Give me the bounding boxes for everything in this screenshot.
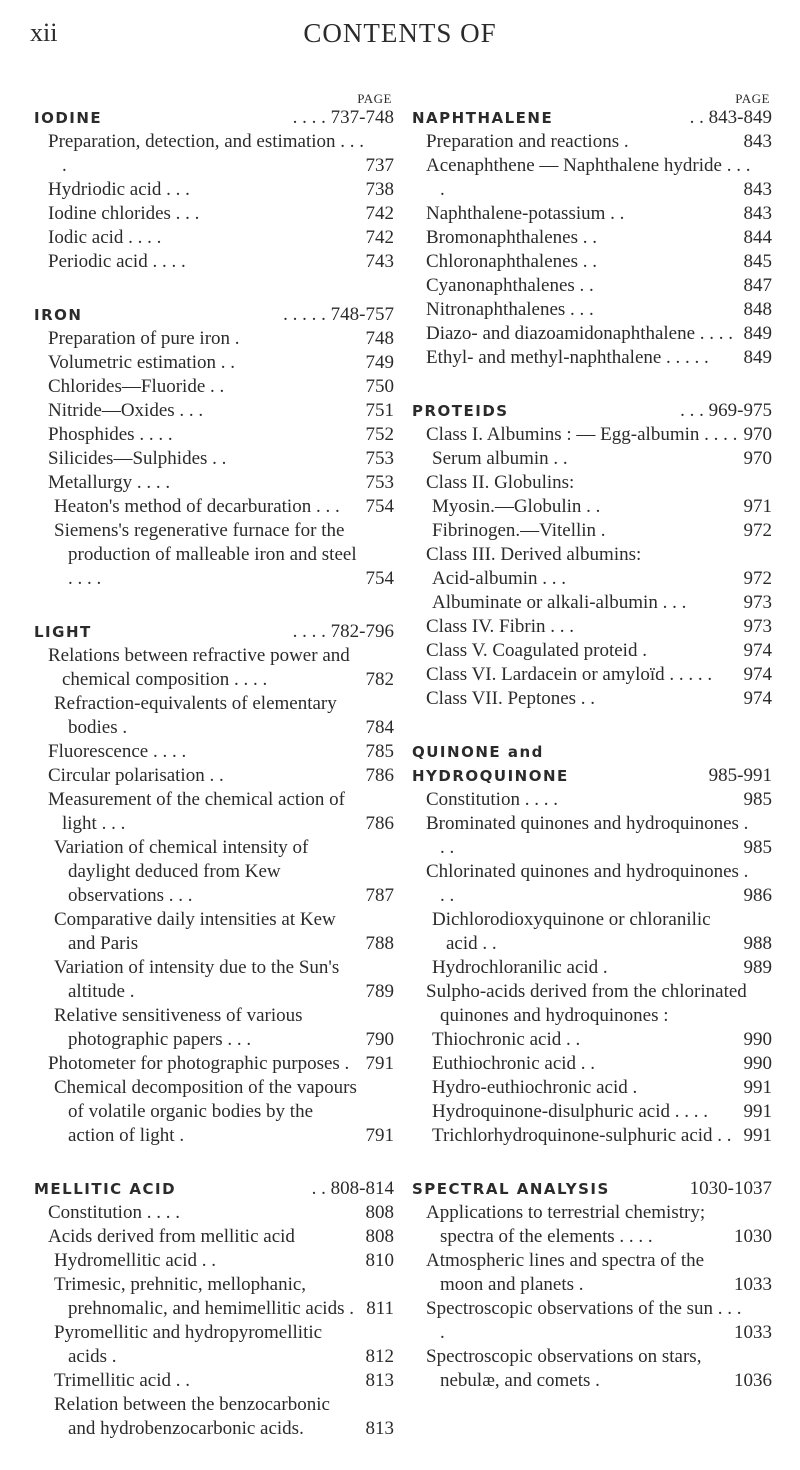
section-iron <box>34 303 394 591</box>
section-heading <box>34 620 394 644</box>
toc-entry <box>412 471 772 495</box>
toc-entry-page: 847 <box>743 275 772 296</box>
toc-entry-title: Preparation of pure iron . <box>48 328 240 349</box>
toc-entry-title: Relation between the benzocarbonic and hydrobenzocarbonic acids. <box>54 1394 330 1439</box>
page-header <box>0 12 800 62</box>
toc-entry-page: 790 <box>365 1029 394 1050</box>
toc-entry-title: Photometer for photographic purposes . <box>48 1053 350 1074</box>
toc-entry <box>34 908 394 956</box>
toc-entry <box>34 1321 394 1369</box>
section-heading-title: IODINE <box>34 109 103 127</box>
toc-entry-page: 972 <box>743 520 772 541</box>
section-heading <box>34 106 394 130</box>
toc-entry <box>34 447 394 471</box>
toc-entry-page: 788 <box>365 933 394 954</box>
toc-entry <box>412 298 772 322</box>
toc-entry <box>412 495 772 519</box>
toc-entry <box>412 250 772 274</box>
section-mellitic-acid <box>34 1177 394 1441</box>
toc-entry <box>412 1124 772 1148</box>
toc-entry-title: Class IV. Fibrin . . . <box>426 616 574 637</box>
toc-entry-title: Variation of chemical intensity of daylight deduced from Kew observations . . . <box>54 837 309 906</box>
toc-entry-title: Applications to terrestrial chemistry; spectra of the elements . . . . <box>426 1202 706 1247</box>
toc-entry <box>412 567 772 591</box>
section-page-range: . . 843-849 <box>689 107 772 128</box>
toc-entry-page: 985 <box>743 837 772 858</box>
toc-entry-page: 973 <box>743 616 772 637</box>
toc-entry <box>34 956 394 1004</box>
toc-entry-title: Trichlorhydroquinone-sulphuric acid . . <box>432 1125 732 1146</box>
toc-entry-title: Acid-albumin . . . <box>432 568 567 589</box>
toc-entry-page: 808 <box>365 1202 394 1223</box>
toc-entry <box>412 447 772 471</box>
section-page-range: . . . 969-975 <box>680 400 772 421</box>
toc-entry-page: 754 <box>365 496 394 517</box>
section-naphthalene <box>412 106 772 370</box>
toc-entry-page: 972 <box>743 568 772 589</box>
toc-entry-page: 971 <box>743 496 772 517</box>
toc-entry-title: Class VI. Lardacein or amyloïd . . . . . <box>426 664 713 685</box>
toc-entry-title: Periodic acid . . . . <box>48 251 186 272</box>
toc-entry-title: Heaton's method of decarburation . . . <box>54 496 340 517</box>
toc-entry-title: Siemens's regenerative furnace for the production of malleable iron and steel . . . . <box>54 520 357 589</box>
toc-entry-title: Dichlorodioxyquinone or chloranilic acid . . <box>432 909 711 954</box>
toc-entry <box>34 471 394 495</box>
toc-entry <box>34 1369 394 1393</box>
toc-entry-page: 784 <box>365 717 394 738</box>
toc-entry <box>412 543 772 567</box>
toc-entry-page: 786 <box>365 813 394 834</box>
toc-entry-title: Trimesic, prehnitic, mellophanic, prehnomalic, and hemimellitic acids . <box>54 1274 354 1319</box>
toc-entry-title: Iodine chlorides . . . <box>48 203 200 224</box>
toc-entry <box>412 615 772 639</box>
section-heading-title: NAPHTHALENE <box>412 109 554 127</box>
toc-entry-page: 791 <box>365 1125 394 1146</box>
toc-entry-page: 990 <box>743 1053 772 1074</box>
toc-entry-page: 1030 <box>734 1226 772 1247</box>
toc-entry-page: 848 <box>743 299 772 320</box>
toc-entry-page: 1033 <box>734 1274 772 1295</box>
section-heading <box>412 106 772 130</box>
section-proteids <box>412 399 772 711</box>
toc-entry-title: Albuminate or alkali-albumin . . . <box>432 592 687 613</box>
toc-entry-page: 843 <box>743 131 772 152</box>
toc-entry-page: 985 <box>743 789 772 810</box>
toc-entry <box>412 908 772 956</box>
toc-entry-title: Phosphides . . . . <box>48 424 173 445</box>
toc-entry-title: Fluorescence . . . . <box>48 741 187 762</box>
toc-entry-title: Preparation and reactions . <box>426 131 629 152</box>
toc-entry-title: Trimellitic acid . . <box>54 1370 190 1391</box>
toc-entry <box>412 423 772 447</box>
toc-entry <box>412 346 772 370</box>
toc-entry <box>34 250 394 274</box>
toc-entry <box>34 202 394 226</box>
toc-entry-page: 974 <box>743 688 772 709</box>
toc-entry-title: Hydroquinone-disulphuric acid . . . . <box>432 1101 708 1122</box>
toc-entry-title: Pyromellitic and hydropyromellitic acids . <box>54 1322 323 1367</box>
toc-entry-page: 787 <box>365 885 394 906</box>
toc-entry-page: 813 <box>365 1418 394 1439</box>
toc-entry <box>412 1028 772 1052</box>
toc-entry-page: 742 <box>365 227 394 248</box>
toc-entry <box>412 788 772 812</box>
toc-entry-page: 988 <box>743 933 772 954</box>
toc-entry-title: Spectroscopic observations of the sun . . . . <box>426 1298 742 1343</box>
toc-entry <box>34 178 394 202</box>
toc-entry-title: Fibrinogen.—Vitellin . <box>432 520 606 541</box>
toc-entry-page: 782 <box>365 669 394 690</box>
toc-entry <box>34 1052 394 1076</box>
toc-entry <box>412 202 772 226</box>
toc-entry-page: 845 <box>743 251 772 272</box>
toc-entry-page: 990 <box>743 1029 772 1050</box>
toc-entry-page: 750 <box>365 376 394 397</box>
toc-entry-title: Chemical decomposition of the vapours of volatile organic bodies by the action of light . <box>54 1077 357 1146</box>
toc-entry-page: 970 <box>743 424 772 445</box>
toc-entry-title: Chloronaphthalenes . . <box>426 251 597 272</box>
toc-entry-title: Refraction-equivalents of elementary bodies . <box>54 693 337 738</box>
toc-entry-page: 808 <box>365 1226 394 1247</box>
toc-entry <box>412 1076 772 1100</box>
toc-entry <box>412 1201 772 1249</box>
toc-entry <box>34 495 394 519</box>
page-column-label: PAGE <box>735 91 770 106</box>
toc-entry-title: Class III. Derived albumins: <box>426 544 642 565</box>
toc-entry <box>34 1225 394 1249</box>
toc-entry-page: 791 <box>365 1053 394 1074</box>
toc-entry-page: 737 <box>365 155 394 176</box>
toc-entry <box>412 663 772 687</box>
toc-entry-title: Atmospheric lines and spectra of the moon and planets . <box>426 1250 705 1295</box>
toc-entry <box>412 1297 772 1345</box>
toc-entry-title: Nitride—Oxides . . . <box>48 400 204 421</box>
toc-entry <box>412 1100 772 1124</box>
toc-entry-page: 849 <box>743 347 772 368</box>
section-heading-title: PROTEIDS <box>412 402 509 420</box>
section-heading <box>34 1177 394 1201</box>
section-page-range: . . . . 782-796 <box>292 621 394 642</box>
toc-entry-title: Class I. Albumins : — Egg-albumin . . . . <box>426 424 738 445</box>
toc-entry <box>34 788 394 836</box>
toc-entry <box>34 1249 394 1273</box>
toc-entry-title: Chlorinated quinones and hydroquinones . . . <box>426 861 749 906</box>
section-page-range: 1030-1037 <box>689 1178 772 1199</box>
toc-entry <box>412 687 772 711</box>
section-heading <box>412 740 772 788</box>
section-heading-title: MELLITIC ACID <box>34 1180 177 1198</box>
toc-entry-title: Hydriodic acid . . . <box>48 179 190 200</box>
toc-entry-title: Ethyl- and methyl-naphthalene . . . . . <box>426 347 709 368</box>
toc-entry-title: Relative sensitiveness of various photographic papers . . . <box>54 1005 303 1050</box>
running-head: CONTENTS OF <box>303 18 497 48</box>
toc-entry-page: 786 <box>365 765 394 786</box>
toc-entry <box>34 130 394 178</box>
section-heading-title: LIGHT <box>34 623 92 641</box>
toc-entry-title: Constitution . . . . <box>48 1202 180 1223</box>
toc-entry-title: Diazo- and diazoamidonaphthalene . . . . <box>426 323 734 344</box>
toc-entry <box>412 1345 772 1393</box>
toc-entry-title: Preparation, detection, and estimation . . . . <box>48 131 365 176</box>
toc-entry <box>34 836 394 908</box>
toc-entry-title: Bromonaphthalenes . . <box>426 227 597 248</box>
toc-entry <box>412 519 772 543</box>
toc-entry-page: 813 <box>365 1370 394 1391</box>
section-page-range: 985-991 <box>708 765 772 786</box>
toc-entry-title: Volumetric estimation . . <box>48 352 235 373</box>
toc-entry <box>412 322 772 346</box>
toc-entry-title: Iodic acid . . . . <box>48 227 162 248</box>
toc-entry-title: Acenaphthene — Naphthalene hydride . . . . <box>426 155 751 200</box>
toc-entry <box>412 130 772 154</box>
toc-entry-title: Nitronaphthalenes . . . <box>426 299 594 320</box>
toc-entry <box>412 591 772 615</box>
toc-entry <box>412 860 772 908</box>
toc-entry-page: 970 <box>743 448 772 469</box>
section-heading-title: IRON <box>34 306 83 324</box>
toc-entry-title: Hydro-euthiochronic acid . <box>432 1077 638 1098</box>
toc-entry-page: 989 <box>743 957 772 978</box>
toc-entry-title: Cyanonaphthalenes . . <box>426 275 594 296</box>
toc-entry-page: 1036 <box>734 1370 772 1391</box>
toc-entry-page: 843 <box>743 179 772 200</box>
toc-entry-page: 986 <box>743 885 772 906</box>
toc-entry <box>34 1273 394 1321</box>
toc-entry <box>412 1052 772 1076</box>
toc-entry-page: 973 <box>743 592 772 613</box>
section-heading <box>34 303 394 327</box>
toc-entry <box>34 644 394 692</box>
toc-entry <box>34 375 394 399</box>
toc-entry-page: 974 <box>743 640 772 661</box>
toc-entry-page: 789 <box>365 981 394 1002</box>
section-spectral-analysis <box>412 1177 772 1393</box>
toc-entry <box>34 351 394 375</box>
toc-entry <box>34 1201 394 1225</box>
toc-entry <box>412 274 772 298</box>
toc-entry-title: Variation of intensity due to the Sun's altitude . <box>54 957 340 1002</box>
section-heading-title: QUINONE and HYDROQUINONE <box>412 743 569 785</box>
toc-entry-page: 811 <box>366 1298 394 1319</box>
toc-entry-title: Spectroscopic observations on stars, nebulæ, and comets . <box>426 1346 702 1391</box>
toc-entry-title: Measurement of the chemical action of light . . . <box>48 789 346 834</box>
toc-entry <box>412 812 772 860</box>
section-light <box>34 620 394 1148</box>
toc-entry <box>412 639 772 663</box>
toc-entry <box>34 1393 394 1441</box>
toc-entry-title: Metallurgy . . . . <box>48 472 171 493</box>
toc-entry-page: 991 <box>743 1125 772 1146</box>
toc-entry <box>34 519 394 591</box>
toc-entry-page: 812 <box>365 1346 394 1367</box>
toc-entry-title: Hydromellitic acid . . <box>54 1250 216 1271</box>
toc-entry-page: 752 <box>365 424 394 445</box>
toc-entry <box>412 154 772 202</box>
page-number: xii <box>30 18 58 47</box>
toc-entry-title: Acids derived from mellitic acid <box>48 1226 295 1247</box>
toc-entry-title: Class II. Globulins: <box>426 472 575 493</box>
section-page-range: . . 808-814 <box>311 1178 394 1199</box>
toc-entry-page: 991 <box>743 1077 772 1098</box>
section-page-range: . . . . . 748-757 <box>283 304 394 325</box>
toc-entry-page: 754 <box>365 568 394 589</box>
toc-entry <box>34 399 394 423</box>
toc-entry-page: 1033 <box>734 1322 772 1343</box>
toc-entry <box>34 692 394 740</box>
section-quinone-and-hydroquinone <box>412 740 772 1148</box>
toc-entry <box>412 956 772 980</box>
toc-entry-title: Naphthalene-potassium . . <box>426 203 625 224</box>
section-page-range: . . . . 737-748 <box>292 107 394 128</box>
toc-entry-title: Thiochronic acid . . <box>432 1029 581 1050</box>
toc-entry-page: 742 <box>365 203 394 224</box>
toc-entry <box>34 1004 394 1052</box>
toc-entry-page: 743 <box>365 251 394 272</box>
toc-entry-page: 849 <box>743 323 772 344</box>
toc-entry-title: Comparative daily intensities at Kew and Paris <box>54 909 336 954</box>
toc-entry-page: 748 <box>365 328 394 349</box>
toc-entry-title: Hydrochloranilic acid . <box>432 957 608 978</box>
toc-entry-title: Circular polarisation . . <box>48 765 224 786</box>
toc-entry <box>34 1076 394 1148</box>
toc-entry-page: 738 <box>365 179 394 200</box>
toc-entry-title: Constitution . . . . <box>426 789 558 810</box>
toc-entry-page: 749 <box>365 352 394 373</box>
toc-entry-title: Silicides—Sulphides . . <box>48 448 227 469</box>
section-iodine <box>34 106 394 274</box>
toc-entry-page: 810 <box>365 1250 394 1271</box>
left-column <box>34 92 394 1470</box>
page-column-label: PAGE <box>357 91 392 106</box>
toc-entry <box>34 764 394 788</box>
toc-entry-page: 844 <box>743 227 772 248</box>
toc-entry-title: Myosin.—Globulin . . <box>432 496 601 517</box>
toc-entry-page: 974 <box>743 664 772 685</box>
section-heading-title: SPECTRAL ANALYSIS <box>412 1180 610 1198</box>
toc-entry-page: 991 <box>743 1101 772 1122</box>
right-column <box>412 92 772 1422</box>
toc-entry <box>412 980 772 1028</box>
toc-entry <box>412 226 772 250</box>
section-heading <box>412 1177 772 1201</box>
toc-entry-page: 753 <box>365 472 394 493</box>
toc-entry <box>412 1249 772 1297</box>
toc-entry-title: Sulpho-acids derived from the chlorinated quinones and hydroquinones : <box>426 981 747 1026</box>
section-heading <box>412 399 772 423</box>
toc-entry <box>34 740 394 764</box>
toc-entry-title: Serum albumin . . <box>432 448 568 469</box>
toc-entry <box>34 423 394 447</box>
toc-entry-page: 753 <box>365 448 394 469</box>
toc-entry-page: 843 <box>743 203 772 224</box>
toc-entry <box>34 226 394 250</box>
toc-entry <box>34 327 394 351</box>
toc-entry-title: Class VII. Peptones . . <box>426 688 596 709</box>
toc-entry-page: 751 <box>365 400 394 421</box>
toc-entry-title: Euthiochronic acid . . <box>432 1053 596 1074</box>
toc-entry-title: Brominated quinones and hydroquinones . . . <box>426 813 749 858</box>
toc-entry-title: Chlorides—Fluoride . . <box>48 376 225 397</box>
toc-entry-title: Class V. Coagulated proteid . <box>426 640 647 661</box>
toc-entry-page: 785 <box>365 741 394 762</box>
toc-entry-title: Relations between refractive power and chemical composition . . . . <box>48 645 350 690</box>
